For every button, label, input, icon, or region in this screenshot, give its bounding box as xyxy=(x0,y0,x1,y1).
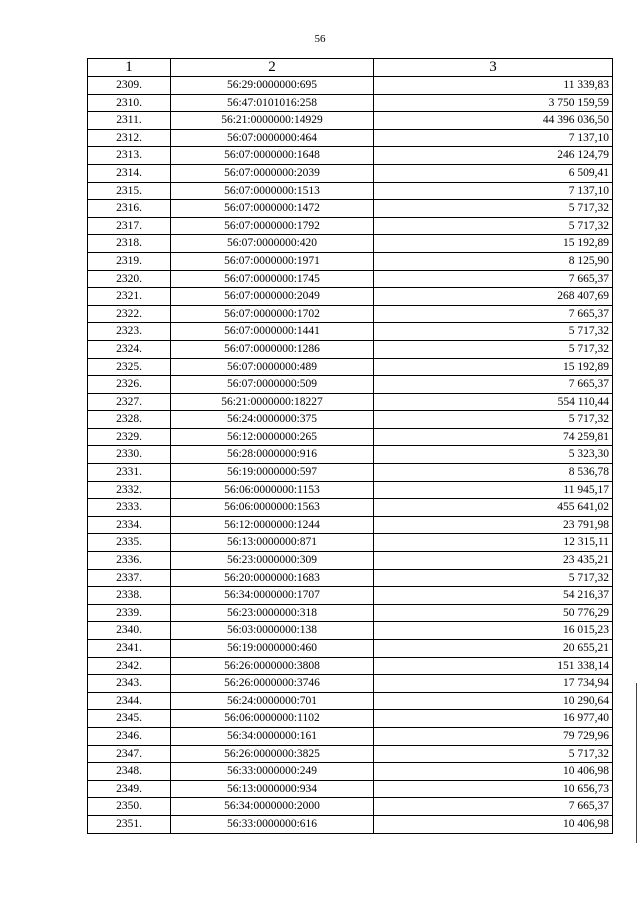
table-row xyxy=(88,516,613,534)
row-number-cell: 2332. xyxy=(88,481,171,499)
cadastral-number-cell: 56:07:0000000:1971 xyxy=(171,252,374,270)
cadastral-number-cell: 56:07:0000000:2049 xyxy=(171,288,374,306)
value-cell: 3 750 159,59 xyxy=(374,94,613,112)
page-number: 56 xyxy=(314,33,326,45)
column-header-2: 2 xyxy=(171,59,374,77)
value-cell: 6 509,41 xyxy=(374,164,613,182)
row-number-cell: 2313. xyxy=(88,147,171,165)
cadastral-number-cell: 56:07:0000000:1702 xyxy=(171,305,374,323)
cadastral-number-cell: 56:07:0000000:1745 xyxy=(171,270,374,288)
value-cell: 23 791,98 xyxy=(374,516,613,534)
table-row xyxy=(88,604,613,622)
value-cell: 10 656,73 xyxy=(374,780,613,798)
value-cell: 5 717,32 xyxy=(374,745,613,763)
table-row xyxy=(88,569,613,587)
table-row xyxy=(88,622,613,640)
value-cell: 246 124,79 xyxy=(374,147,613,165)
table-row xyxy=(88,640,613,658)
row-number-cell: 2316. xyxy=(88,200,171,218)
table-row xyxy=(88,675,613,693)
value-cell: 5 717,32 xyxy=(374,217,613,235)
row-number-cell: 2340. xyxy=(88,622,171,640)
row-number-cell: 2334. xyxy=(88,516,171,534)
table-row xyxy=(88,340,613,358)
row-number-cell: 2346. xyxy=(88,727,171,745)
row-number-cell: 2321. xyxy=(88,288,171,306)
table-row xyxy=(88,393,613,411)
cadastral-number-cell: 56:13:0000000:934 xyxy=(171,780,374,798)
row-number-cell: 2312. xyxy=(88,129,171,147)
value-cell: 44 396 036,50 xyxy=(374,112,613,130)
row-number-cell: 2333. xyxy=(88,499,171,517)
row-number-cell: 2318. xyxy=(88,235,171,253)
value-cell: 5 717,32 xyxy=(374,323,613,341)
cadastral-number-cell: 56:26:0000000:3746 xyxy=(171,675,374,693)
row-number-cell: 2337. xyxy=(88,569,171,587)
cadastral-number-cell: 56:07:0000000:464 xyxy=(171,129,374,147)
table-row xyxy=(88,77,613,95)
table-row xyxy=(88,217,613,235)
value-cell: 16 015,23 xyxy=(374,622,613,640)
cadastral-number-cell: 56:34:0000000:2000 xyxy=(171,798,374,816)
cadastral-number-cell: 56:21:0000000:18227 xyxy=(171,393,374,411)
table-row xyxy=(88,94,613,112)
column-header-3: 3 xyxy=(374,59,613,77)
table-row xyxy=(88,780,613,798)
cadastral-number-cell: 56:07:0000000:1441 xyxy=(171,323,374,341)
value-cell: 16 977,40 xyxy=(374,710,613,728)
table-row xyxy=(88,129,613,147)
table-row xyxy=(88,552,613,570)
row-number-cell: 2350. xyxy=(88,798,171,816)
table-row xyxy=(88,323,613,341)
value-cell: 7 665,37 xyxy=(374,798,613,816)
row-number-cell: 2325. xyxy=(88,358,171,376)
value-cell: 15 192,89 xyxy=(374,235,613,253)
cadastral-number-cell: 56:34:0000000:1707 xyxy=(171,587,374,605)
table-row xyxy=(88,411,613,429)
cadastral-number-cell: 56:29:0000000:695 xyxy=(171,77,374,95)
table-row xyxy=(88,200,613,218)
value-cell: 151 338,14 xyxy=(374,657,613,675)
cadastral-number-cell: 56:34:0000000:161 xyxy=(171,727,374,745)
table-row xyxy=(88,235,613,253)
cadastral-number-cell: 56:07:0000000:1513 xyxy=(171,182,374,200)
row-number-cell: 2327. xyxy=(88,393,171,411)
row-number-cell: 2309. xyxy=(88,77,171,95)
value-cell: 20 655,21 xyxy=(374,640,613,658)
value-cell: 5 717,32 xyxy=(374,340,613,358)
margin-line xyxy=(636,683,637,843)
value-cell: 11 339,83 xyxy=(374,77,613,95)
value-cell: 7 137,10 xyxy=(374,182,613,200)
cadastral-number-cell: 56:03:0000000:138 xyxy=(171,622,374,640)
table-row xyxy=(88,182,613,200)
value-cell: 268 407,69 xyxy=(374,288,613,306)
table-row xyxy=(88,815,613,833)
value-cell: 5 717,32 xyxy=(374,411,613,429)
row-number-cell: 2347. xyxy=(88,745,171,763)
value-cell: 7 665,37 xyxy=(374,376,613,394)
cadastral-number-cell: 56:07:0000000:509 xyxy=(171,376,374,394)
header-row xyxy=(88,59,613,77)
value-cell: 10 290,64 xyxy=(374,692,613,710)
cadastral-number-cell: 56:26:0000000:3808 xyxy=(171,657,374,675)
row-number-cell: 2322. xyxy=(88,305,171,323)
cadastral-number-cell: 56:21:0000000:14929 xyxy=(171,112,374,130)
table-row xyxy=(88,164,613,182)
cadastral-number-cell: 56:24:0000000:375 xyxy=(171,411,374,429)
row-number-cell: 2319. xyxy=(88,252,171,270)
cadastral-number-cell: 56:07:0000000:1648 xyxy=(171,147,374,165)
row-number-cell: 2342. xyxy=(88,657,171,675)
table-row xyxy=(88,112,613,130)
value-cell: 7 665,37 xyxy=(374,305,613,323)
row-number-cell: 2320. xyxy=(88,270,171,288)
row-number-cell: 2326. xyxy=(88,376,171,394)
cadastral-number-cell: 56:13:0000000:871 xyxy=(171,534,374,552)
value-cell: 554 110,44 xyxy=(374,393,613,411)
table-row xyxy=(88,428,613,446)
table-row xyxy=(88,464,613,482)
row-number-cell: 2331. xyxy=(88,464,171,482)
table-row xyxy=(88,288,613,306)
cadastral-number-cell: 56:06:0000000:1563 xyxy=(171,499,374,517)
row-number-cell: 2329. xyxy=(88,428,171,446)
cadastral-number-cell: 56:12:0000000:265 xyxy=(171,428,374,446)
value-cell: 12 315,11 xyxy=(374,534,613,552)
cadastral-number-cell: 56:07:0000000:2039 xyxy=(171,164,374,182)
row-number-cell: 2349. xyxy=(88,780,171,798)
table-row xyxy=(88,587,613,605)
row-number-cell: 2336. xyxy=(88,552,171,570)
row-number-cell: 2343. xyxy=(88,675,171,693)
row-number-cell: 2315. xyxy=(88,182,171,200)
table-row xyxy=(88,499,613,517)
row-number-cell: 2351. xyxy=(88,815,171,833)
value-cell: 7 665,37 xyxy=(374,270,613,288)
value-cell: 54 216,37 xyxy=(374,587,613,605)
table-row xyxy=(88,446,613,464)
table-row xyxy=(88,270,613,288)
table-row xyxy=(88,763,613,781)
row-number-cell: 2323. xyxy=(88,323,171,341)
value-cell: 17 734,94 xyxy=(374,675,613,693)
value-cell: 10 406,98 xyxy=(374,763,613,781)
value-cell: 23 435,21 xyxy=(374,552,613,570)
cadastral-number-cell: 56:28:0000000:916 xyxy=(171,446,374,464)
value-cell: 8 125,90 xyxy=(374,252,613,270)
cadastral-number-cell: 56:07:0000000:1472 xyxy=(171,200,374,218)
row-number-cell: 2344. xyxy=(88,692,171,710)
row-number-cell: 2328. xyxy=(88,411,171,429)
cadastral-number-cell: 56:19:0000000:597 xyxy=(171,464,374,482)
table-row xyxy=(88,252,613,270)
row-number-cell: 2345. xyxy=(88,710,171,728)
table-row xyxy=(88,376,613,394)
value-cell: 79 729,96 xyxy=(374,727,613,745)
row-number-cell: 2314. xyxy=(88,164,171,182)
cadastral-number-cell: 56:07:0000000:1286 xyxy=(171,340,374,358)
value-cell: 5 717,32 xyxy=(374,569,613,587)
cadastral-number-cell: 56:07:0000000:1792 xyxy=(171,217,374,235)
table-row xyxy=(88,358,613,376)
value-cell: 74 259,81 xyxy=(374,428,613,446)
row-number-cell: 2341. xyxy=(88,640,171,658)
cadastral-number-cell: 56:07:0000000:489 xyxy=(171,358,374,376)
cadastral-number-cell: 56:06:0000000:1102 xyxy=(171,710,374,728)
cadastral-number-cell: 56:24:0000000:701 xyxy=(171,692,374,710)
cadastral-number-cell: 56:20:0000000:1683 xyxy=(171,569,374,587)
table-row xyxy=(88,798,613,816)
cadastral-number-cell: 56:26:0000000:3825 xyxy=(171,745,374,763)
value-cell: 10 406,98 xyxy=(374,815,613,833)
cadastral-number-cell: 56:47:0101016:258 xyxy=(171,94,374,112)
row-number-cell: 2348. xyxy=(88,763,171,781)
row-number-cell: 2310. xyxy=(88,94,171,112)
cadastral-number-cell: 56:06:0000000:1153 xyxy=(171,481,374,499)
value-cell: 5 323,30 xyxy=(374,446,613,464)
cadastral-number-cell: 56:33:0000000:616 xyxy=(171,815,374,833)
table-row xyxy=(88,534,613,552)
table-row xyxy=(88,710,613,728)
value-cell: 11 945,17 xyxy=(374,481,613,499)
cadastral-number-cell: 56:19:0000000:460 xyxy=(171,640,374,658)
value-cell: 50 776,29 xyxy=(374,604,613,622)
column-header-1: 1 xyxy=(88,59,171,77)
table-row xyxy=(88,657,613,675)
row-number-cell: 2335. xyxy=(88,534,171,552)
row-number-cell: 2317. xyxy=(88,217,171,235)
table-row xyxy=(88,727,613,745)
row-number-cell: 2338. xyxy=(88,587,171,605)
row-number-cell: 2339. xyxy=(88,604,171,622)
value-cell: 7 137,10 xyxy=(374,129,613,147)
cadastral-number-cell: 56:23:0000000:318 xyxy=(171,604,374,622)
table-row xyxy=(88,305,613,323)
value-cell: 5 717,32 xyxy=(374,200,613,218)
cadastral-number-cell: 56:23:0000000:309 xyxy=(171,552,374,570)
value-cell: 8 536,78 xyxy=(374,464,613,482)
table-row xyxy=(88,692,613,710)
row-number-cell: 2330. xyxy=(88,446,171,464)
table-row xyxy=(88,481,613,499)
data-table xyxy=(87,58,613,834)
table-row xyxy=(88,147,613,165)
cadastral-number-cell: 56:33:0000000:249 xyxy=(171,763,374,781)
row-number-cell: 2311. xyxy=(88,112,171,130)
row-number-cell: 2324. xyxy=(88,340,171,358)
value-cell: 455 641,02 xyxy=(374,499,613,517)
table-body xyxy=(88,77,613,834)
value-cell: 15 192,89 xyxy=(374,358,613,376)
table-row xyxy=(88,745,613,763)
cadastral-number-cell: 56:07:0000000:420 xyxy=(171,235,374,253)
cadastral-number-cell: 56:12:0000000:1244 xyxy=(171,516,374,534)
